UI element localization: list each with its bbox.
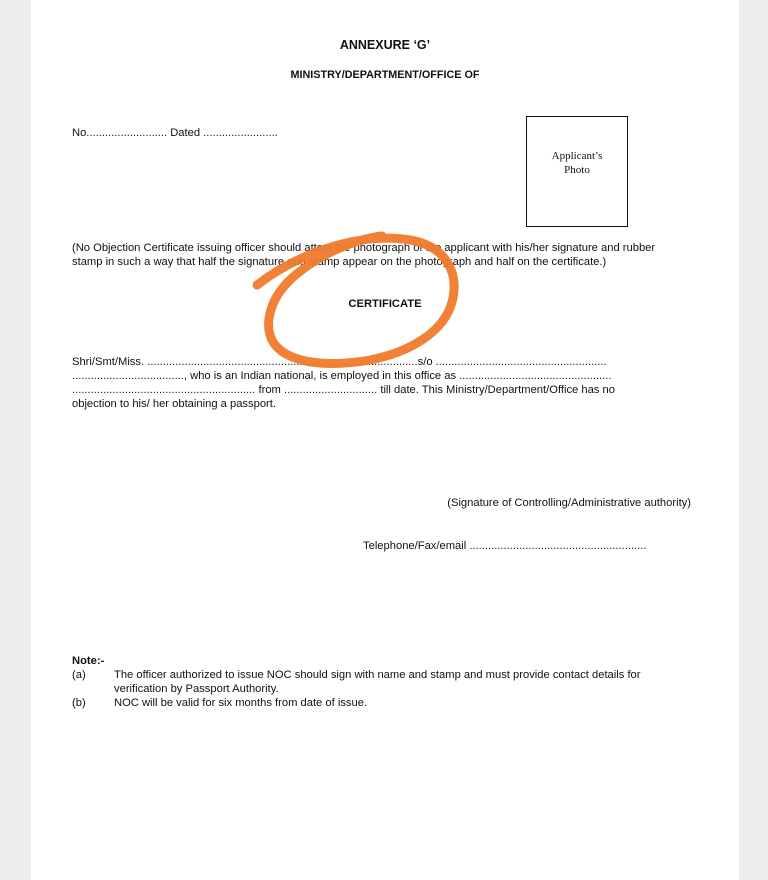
photo-box-label (527, 149, 627, 177)
applicant-photo-box (526, 116, 628, 227)
body-line-4: objection to his/ her obtaining a passport. (72, 398, 276, 410)
certificate-title: CERTIFICATE (348, 298, 422, 310)
note-text-line1: The officer authorized to issue NOC should sign with name and stamp and must provide contact details for (114, 669, 641, 681)
signature-label: (Signature of Controlling/Administrative authority) (447, 497, 691, 509)
annexure-title: ANNEXURE ‘G’ (339, 38, 431, 52)
document-page (31, 0, 739, 880)
body-line-2: ...................................., who is an Indian national, is employed in this office as ................................................. (72, 370, 612, 382)
body-line-1: Shri/Smt/Miss. .......................................................................................s/o ....................................................... (72, 356, 607, 368)
note-marker: (b) (72, 697, 86, 709)
note-heading: Note:- (72, 655, 105, 667)
body-line-3: ........................................................... from .............................. till date. This Ministry/Department/Office has no (72, 384, 615, 396)
note-text-line1: NOC will be valid for six months from date of issue. (114, 697, 368, 709)
instruction-line-2: stamp in such a way that half the signature and stamp appear on the photograph and half on the certificate.) (72, 256, 607, 268)
photo-box-label-line2: Photo (564, 164, 590, 176)
note-marker: (a) (72, 669, 86, 681)
photo-box-label-line1: Applicant’s (551, 150, 603, 162)
instruction-line-1: (No Objection Certificate issuing officer should attest the photograph of the applicant with his/her signature and rubber (72, 242, 656, 254)
contact-line: Telephone/Fax/email ......................................................... (363, 540, 647, 552)
note-text-line2: verification by Passport Authority. (114, 683, 279, 695)
reference-number-date-line: No.......................... Dated ........................ (72, 127, 278, 139)
ministry-heading: MINISTRY/DEPARTMENT/OFFICE OF (290, 69, 480, 81)
